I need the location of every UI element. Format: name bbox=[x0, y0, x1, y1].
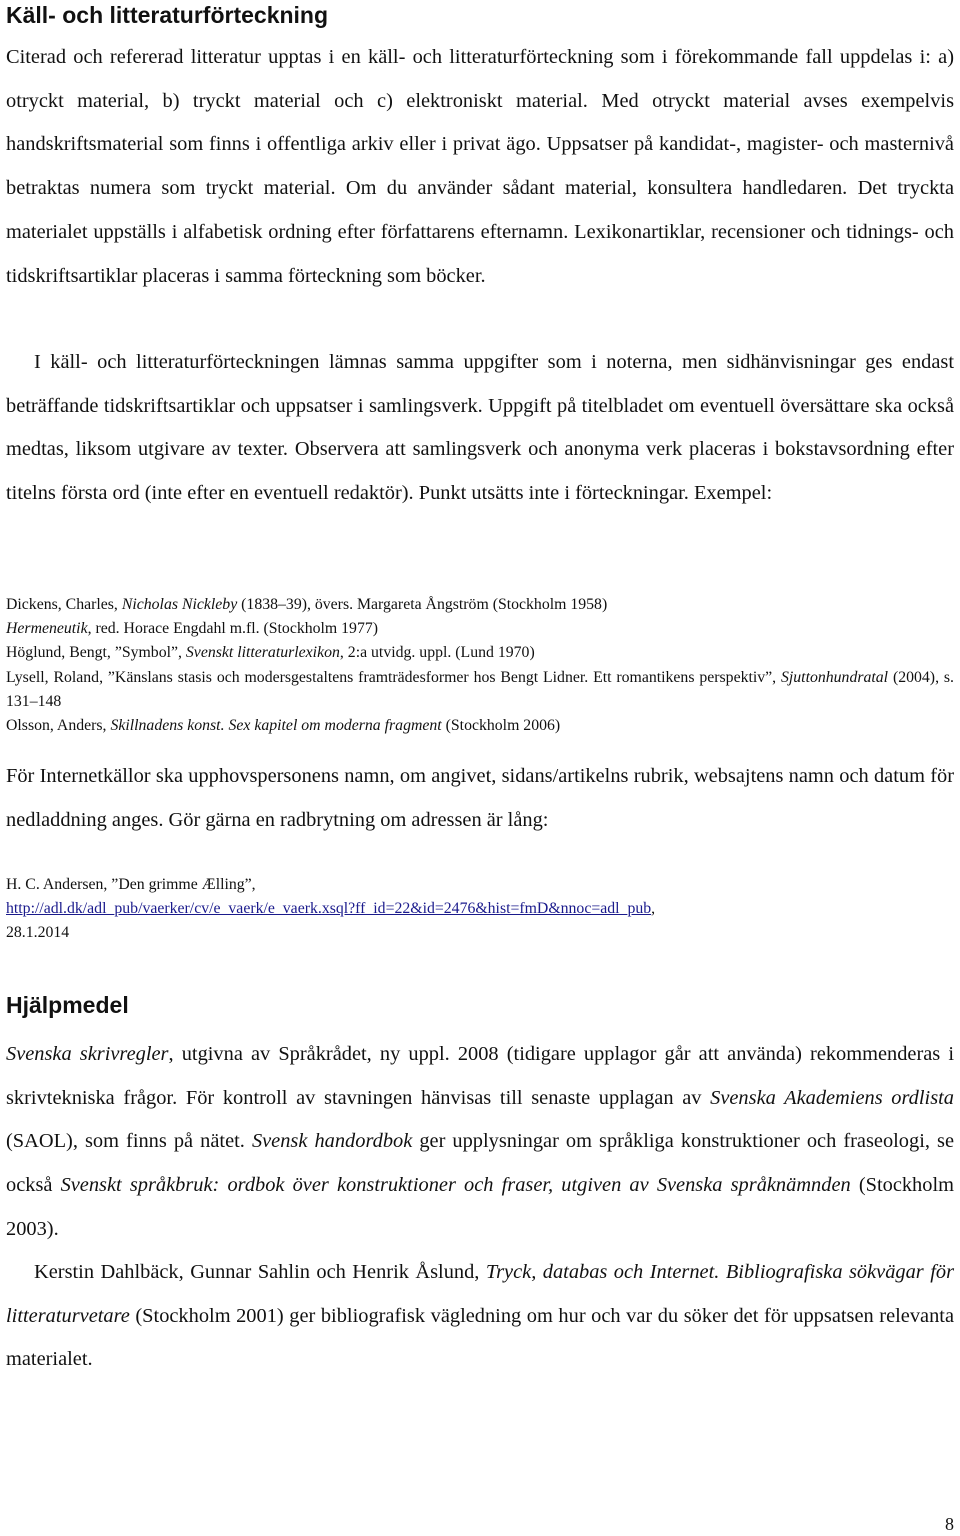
web-reference-example bbox=[6, 873, 954, 946]
reference-examples bbox=[6, 593, 954, 738]
web-reference-title: H. C. Andersen, ”Den grimme Ælling”, bbox=[6, 876, 256, 893]
paragraph-writing-aids: Svenska skrivregler, utgivna av Språkrådet, ny uppl. 2008 (tidigare upplagor går att använda) rekommenderas i skrivtekniska frågor. För kontroll av stavningen hänvisas till senaste upplagan av Svenska Akademiens ordlista (SAOL), som finns på nätet. Svensk handordbok ger upplysningar om språkliga konstruktioner och fraseologi, se också Svenskt språkbruk: ordbok över konstruktioner och fraser, utgiven av Svenska språknämnden (Stockholm 2003). bbox=[6, 1043, 954, 1240]
web-reference-date: 28.1.2014 bbox=[6, 924, 70, 942]
reference-item: Hermeneutik, red. Horace Engdahl m.fl. (Stockholm 1977) bbox=[6, 620, 379, 638]
reference-item: Dickens, Charles, Nicholas Nickleby (1838–39), övers. Margareta Ångström (Stockholm 1958) bbox=[6, 596, 608, 613]
page-number: 8 bbox=[945, 1514, 954, 1534]
paragraph-internet-sources: För Internetkällor ska upphovspersonens namn, om angivet, sidans/artikelns rubrik, websajtens namn och datum för nedladdning anges. Gör gärna en radbrytning om adressen är lång: bbox=[6, 765, 954, 831]
section-heading-aids: Hjälpmedel bbox=[6, 992, 129, 1018]
section-heading-sources: Käll- och litteraturförteckning bbox=[6, 2, 329, 28]
paragraph-citation-details: I käll- och litteraturförteckningen lämnas samma uppgifter som i noterna, men sidhänvisningar ges endast beträffande tidskriftsartiklar och uppsatser i samlingsverk. Uppgift på titelbladet om eventuell översättare ska också medtas, liksom utgivare av texter. Observera att samlingsverk och anonyma verk placeras i bokstavsordning efter titelns första ord (inte efter en eventuell redaktör). Punkt utsätts inte i förteckningar. Exempel: bbox=[6, 351, 954, 505]
web-reference-link[interactable]: http://adl.dk/adl_pub/vaerker/cv/e_vaerk/e_vaerk.xsql?ff_id=22&id=2476&hist=fmD&nnoc=adl_pub bbox=[6, 900, 652, 918]
paragraph-citation-intro: Citerad och refererad litteratur upptas i en käll- och litteraturförteckning som i förekommande fall uppdelas i: a) otryckt material, b) tryckt material och c) elektroniskt material. Med otryckt material avses exempelvis handskriftsmaterial som finns i offentliga arkiv eller i privat ägo. Uppsatser på kandidat-, magister- och masternivå betraktas numera som tryckt material. Om du använder sådant material, konsultera handledaren. Det tryckta materialet uppställs i alfabetisk ordning efter författarens efternamn. Lexikonartiklar, recensioner och tidnings- och tidskriftsartiklar placeras i samma förteckning som böcker. bbox=[6, 46, 954, 287]
paragraph-bibliographic-guide: Kerstin Dahlbäck, Gunnar Sahlin och Henrik Åslund, Tryck, databas och Internet. Bibliografiska sökvägar för litteraturvetare (Stockholm 2001) ger bibliografisk vägledning om hur och var du söker det för uppsatsen relevanta materialet. bbox=[6, 1261, 955, 1371]
web-reference-url-line bbox=[6, 897, 954, 921]
reference-item: Höglund, Bengt, ”Symbol”, Svenskt litteraturlexikon, 2:a utvidg. uppl. (Lund 1970) bbox=[6, 644, 535, 662]
reference-item: Olsson, Anders, Skillnadens konst. Sex kapitel om moderna fragment (Stockholm 2006) bbox=[6, 717, 561, 735]
reference-item: Lysell, Roland, ”Känslans stasis och modersgestaltens framträdesformer hos Bengt Lidner. Ett romantikens perspektiv”, Sjuttonhundratal (2004), s. 131–148 bbox=[6, 668, 954, 710]
url-suffix: , bbox=[651, 900, 656, 918]
